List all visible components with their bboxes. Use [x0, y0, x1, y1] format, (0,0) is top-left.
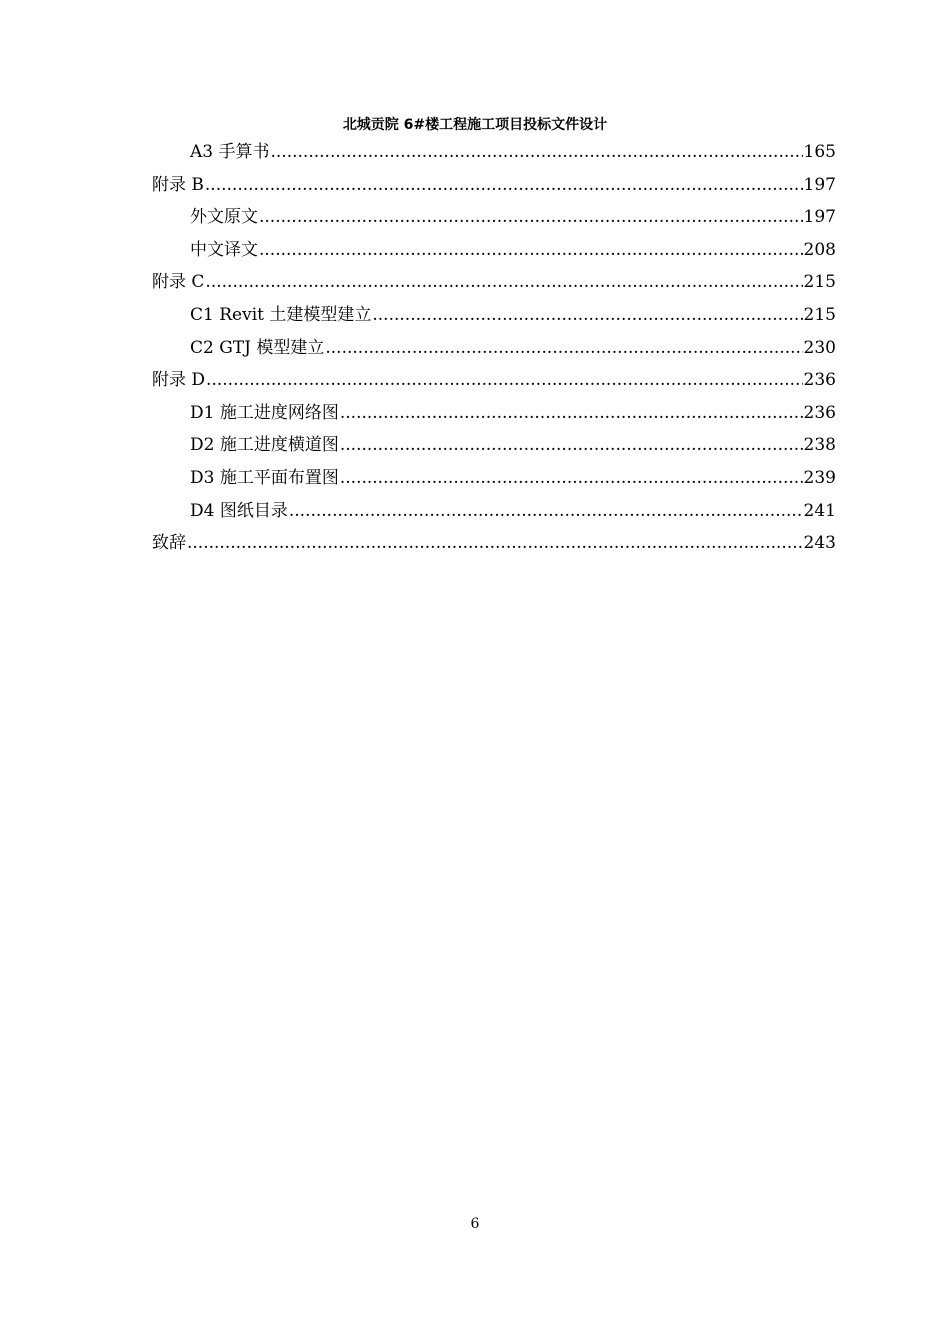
- toc-entry-label: D2 施工进度横道图: [190, 435, 339, 456]
- toc-entry-label: 致辞: [152, 533, 186, 554]
- toc-dot-leader: [271, 138, 803, 166]
- toc-dot-leader: [325, 334, 802, 362]
- toc-entry[interactable]: [152, 268, 836, 301]
- toc-entry[interactable]: [152, 366, 836, 399]
- toc-entry-label: A3 手算书: [190, 142, 270, 162]
- toc-dot-leader: [205, 268, 802, 296]
- toc-dot-leader: [259, 236, 803, 264]
- table-of-contents: [152, 138, 836, 562]
- toc-entry-label: C1 Revit 土建模型建立: [190, 304, 372, 325]
- toc-entry[interactable]: [152, 529, 836, 562]
- toc-entry[interactable]: [152, 236, 836, 269]
- toc-entry[interactable]: [152, 464, 836, 497]
- toc-entry[interactable]: [152, 138, 836, 171]
- toc-entry-label: 中文译文: [190, 239, 258, 260]
- toc-dot-leader: [340, 399, 803, 427]
- toc-dot-leader: [289, 497, 803, 525]
- toc-entry-label: D4 图纸目录: [190, 500, 288, 521]
- toc-entry[interactable]: [152, 301, 836, 334]
- toc-dot-leader: [259, 203, 803, 231]
- toc-entry[interactable]: [152, 399, 836, 432]
- toc-entry-page: 243: [803, 533, 836, 554]
- toc-dot-leader: [340, 464, 803, 492]
- toc-entry[interactable]: [152, 497, 836, 530]
- toc-entry-label: 外文原文: [190, 207, 258, 228]
- toc-entry-label: D3 施工平面布置图: [190, 467, 339, 488]
- toc-dot-leader: [205, 171, 803, 199]
- toc-entry-page: 215: [803, 272, 836, 293]
- toc-dot-leader: [340, 431, 803, 459]
- toc-entry[interactable]: [152, 334, 836, 367]
- page-number: 6: [470, 1216, 480, 1232]
- toc-entry-page: 239: [803, 467, 836, 488]
- toc-dot-leader: [187, 529, 803, 557]
- toc-dot-leader: [206, 366, 803, 394]
- page-header: 北城贡院 6#楼工程施工项目投标文件设计: [342, 117, 608, 133]
- toc-entry-label: D1 施工进度网络图: [190, 402, 339, 423]
- toc-entry[interactable]: [152, 203, 836, 236]
- toc-entry-page: 230: [803, 337, 836, 358]
- toc-entry-page: 236: [803, 402, 836, 423]
- toc-entry-page: 165: [803, 142, 836, 162]
- toc-entry-page: 197: [803, 207, 836, 228]
- toc-entry-label: 附录 D: [152, 370, 206, 391]
- toc-entry-page: 197: [803, 174, 836, 195]
- toc-entry-page: 215: [803, 304, 836, 325]
- toc-entry-page: 236: [803, 370, 836, 391]
- toc-entry[interactable]: [152, 171, 836, 204]
- toc-dot-leader: [372, 301, 802, 329]
- toc-entry-page: 241: [803, 500, 836, 521]
- toc-entry-label: 附录 C: [152, 272, 205, 293]
- toc-entry-page: 208: [803, 239, 836, 260]
- toc-entry[interactable]: [152, 431, 836, 464]
- toc-entry-label: 附录 B: [152, 174, 204, 195]
- toc-entry-label: C2 GTJ 模型建立: [190, 337, 325, 358]
- toc-entry-page: 238: [803, 435, 836, 456]
